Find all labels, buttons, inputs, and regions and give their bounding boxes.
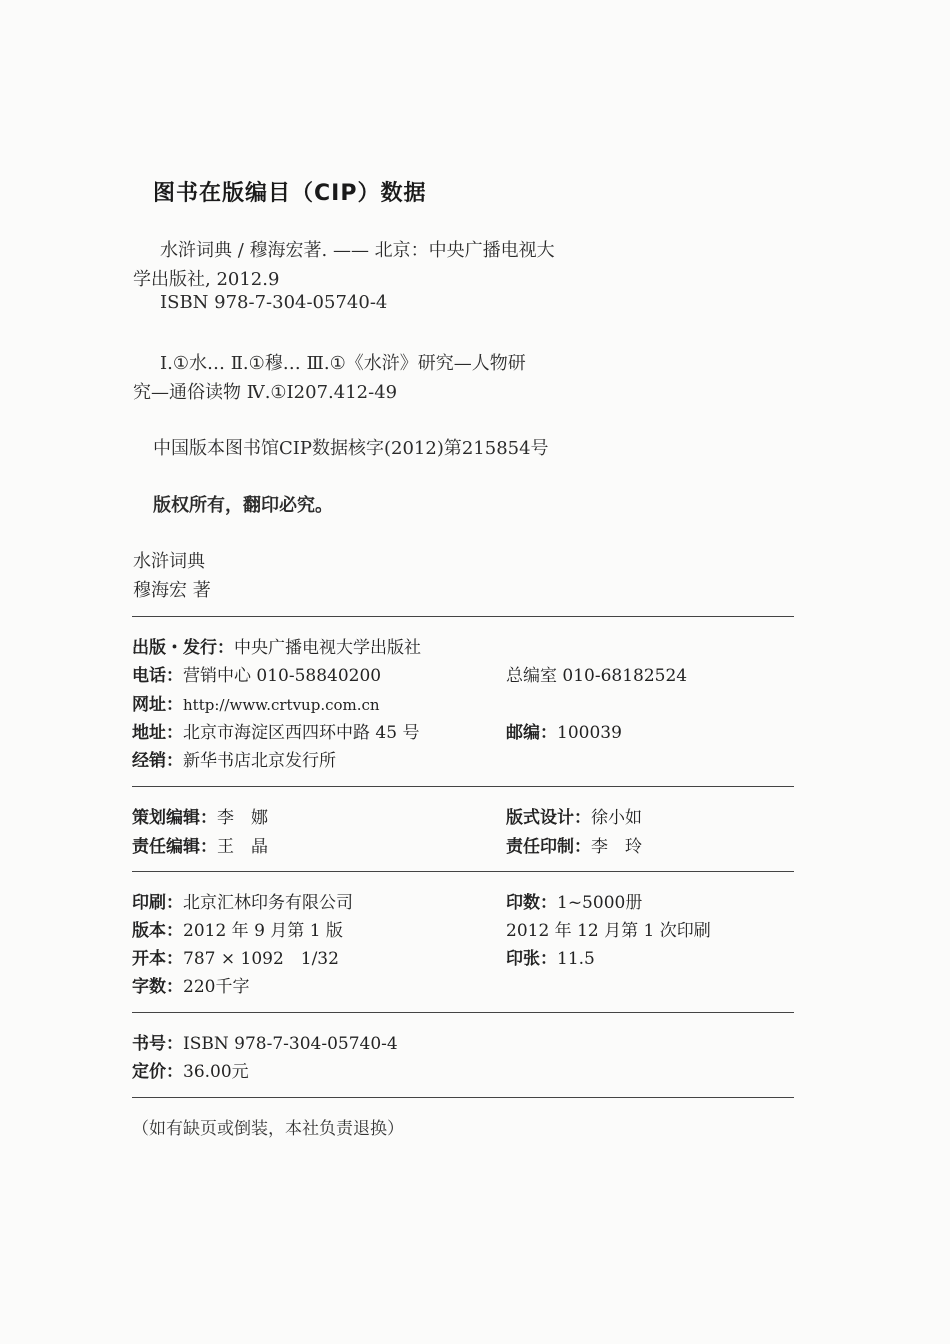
format-row bbox=[132, 944, 339, 969]
print-run-label: 印数： bbox=[506, 893, 557, 913]
postcode-label: 邮编： bbox=[506, 723, 557, 743]
layout-designer-label: 版式设计： bbox=[506, 808, 591, 828]
cip-entry-line-2: 学出版社, 2012.9 bbox=[133, 269, 280, 290]
format-value: 787 × 1092 1/32 bbox=[183, 949, 339, 969]
address-label: 地址： bbox=[132, 723, 183, 743]
divider bbox=[132, 616, 794, 617]
planning-editor-value: 李 娜 bbox=[217, 808, 268, 828]
word-count-label: 字数： bbox=[132, 977, 183, 997]
print-run-value: 1~5000册 bbox=[557, 893, 643, 913]
printer-value: 北京汇林印务有限公司 bbox=[183, 893, 353, 913]
impression-text: 2012 年 12 月第 1 次印刷 bbox=[506, 921, 711, 941]
format-label: 开本： bbox=[132, 949, 183, 969]
planning-editor-row bbox=[132, 803, 268, 828]
edition-value: 2012 年 9 月第 1 版 bbox=[183, 921, 343, 941]
sheets-label: 印张： bbox=[506, 949, 557, 969]
editorial-office-phone: 总编室 010-68182524 bbox=[506, 666, 688, 686]
cip-classification-line-1: Ⅰ.①水… Ⅱ.①穆… Ⅲ.①《水浒》研究—人物研 bbox=[160, 353, 526, 374]
printer-row bbox=[132, 888, 353, 913]
printer-label: 印刷： bbox=[132, 893, 183, 913]
divider bbox=[132, 871, 794, 872]
address-row bbox=[132, 718, 419, 743]
divider bbox=[132, 786, 794, 787]
divider bbox=[132, 1097, 794, 1098]
distributor-row bbox=[132, 746, 336, 771]
layout-designer-value: 徐小如 bbox=[591, 808, 642, 828]
price-row bbox=[132, 1057, 249, 1082]
cip-registration-number: 中国版本图书馆CIP数据核字(2012)第215854号 bbox=[153, 438, 549, 459]
edition-label: 版本： bbox=[132, 921, 183, 941]
word-count-value: 220千字 bbox=[183, 977, 250, 997]
responsible-editor-row bbox=[132, 832, 268, 857]
edition-row bbox=[132, 916, 343, 941]
web-value: http://www.crtvup.com.cn bbox=[183, 696, 380, 714]
cip-title: 图书在版编目（CIP）数据 bbox=[153, 181, 427, 206]
return-policy-note: （如有缺页或倒装，本社负责退换） bbox=[132, 1119, 404, 1139]
cip-entry-line-1: 水浒词典 / 穆海宏著. —— 北京：中央广播电视大 bbox=[160, 240, 555, 261]
layout-designer-row bbox=[506, 803, 642, 828]
cip-isbn: ISBN 978-7-304-05740-4 bbox=[160, 292, 388, 313]
phone-row bbox=[132, 661, 381, 686]
printing-supervisor-label: 责任印制： bbox=[506, 837, 591, 857]
print-run-row bbox=[506, 888, 642, 913]
distributor-value: 新华书店北京发行所 bbox=[183, 751, 336, 771]
copyright-notice: 版权所有，翻印必究。 bbox=[153, 495, 333, 516]
publisher-label: 出版・发行： bbox=[132, 638, 234, 658]
address-value: 北京市海淀区西四环中路 45 号 bbox=[183, 723, 420, 743]
book-number-row bbox=[132, 1029, 398, 1054]
price-label: 定价： bbox=[132, 1062, 183, 1082]
cip-classification-line-2: 究—通俗读物 Ⅳ.①I207.412-49 bbox=[133, 382, 398, 403]
web-row bbox=[132, 690, 380, 715]
postcode-row bbox=[506, 718, 622, 743]
publisher-value: 中央广播电视大学出版社 bbox=[234, 638, 421, 658]
responsible-editor-value: 王 晶 bbox=[217, 837, 268, 857]
planning-editor-label: 策划编辑： bbox=[132, 808, 217, 828]
distributor-label: 经销： bbox=[132, 751, 183, 771]
book-number-label: 书号： bbox=[132, 1034, 183, 1054]
book-author: 穆海宏 著 bbox=[133, 580, 211, 601]
divider bbox=[132, 1012, 794, 1013]
responsible-editor-label: 责任编辑： bbox=[132, 837, 217, 857]
printing-supervisor-value: 李 玲 bbox=[591, 837, 642, 857]
postcode-value: 100039 bbox=[557, 723, 622, 743]
book-number-value: ISBN 978-7-304-05740-4 bbox=[183, 1034, 398, 1054]
phone-label: 电话： bbox=[132, 666, 183, 686]
word-count-row bbox=[132, 972, 249, 997]
publisher-row bbox=[132, 633, 421, 658]
book-title: 水浒词典 bbox=[133, 551, 205, 572]
price-value: 36.00元 bbox=[183, 1062, 249, 1082]
printing-supervisor-row bbox=[506, 832, 642, 857]
sheets-row bbox=[506, 944, 595, 969]
sheets-value: 11.5 bbox=[557, 949, 595, 969]
web-label: 网址： bbox=[132, 695, 183, 715]
phone-value: 营销中心 010-58840200 bbox=[183, 666, 382, 686]
